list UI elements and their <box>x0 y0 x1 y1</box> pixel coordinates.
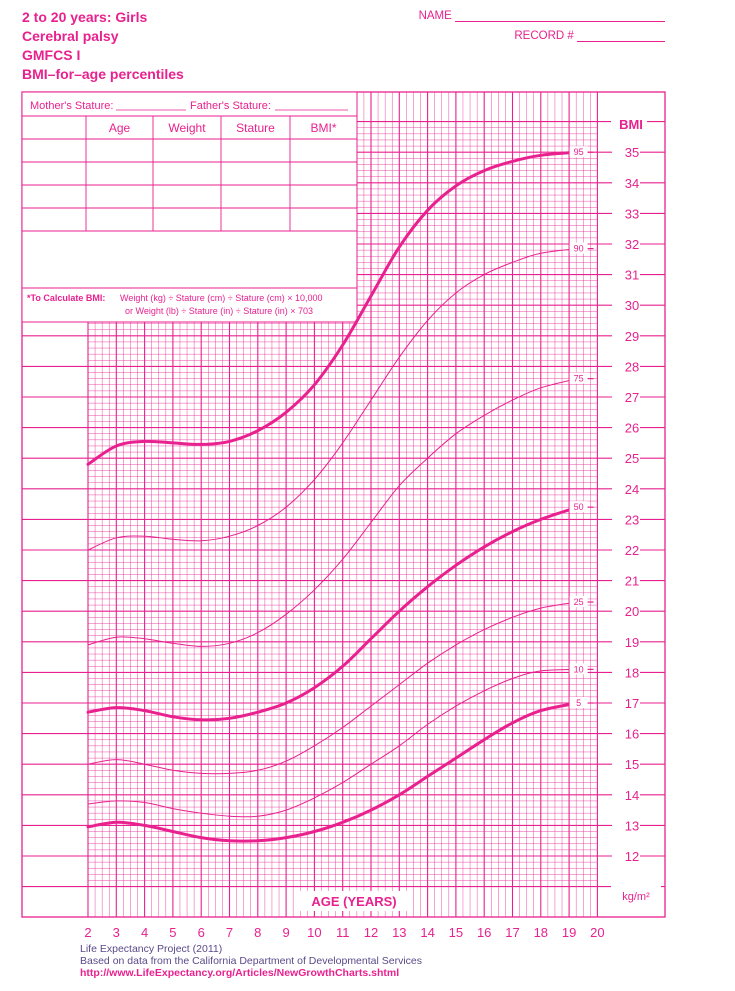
y-tick-label: 34 <box>624 175 640 191</box>
x-tick-label: 20 <box>590 925 605 940</box>
x-tick-label: 13 <box>392 925 407 940</box>
father-stature-label: Father's Stature: <box>190 100 271 112</box>
footer-line-1: Life Expectancy Project (2011) <box>80 943 223 955</box>
x-tick-label: 3 <box>112 925 120 940</box>
record-table <box>22 92 357 322</box>
y-tick-label: 29 <box>624 328 640 344</box>
y-tick-label: 25 <box>624 451 640 467</box>
y-tick-label: 22 <box>624 543 640 558</box>
title-line-1: 2 to 20 years: Girls <box>22 9 148 25</box>
y-tick-label: 20 <box>624 604 640 620</box>
y-tick-label: 21 <box>624 573 640 589</box>
y-tick-label: 14 <box>624 787 640 803</box>
x-tick-label: 2 <box>84 925 92 940</box>
percentile-curve-75 <box>88 379 578 647</box>
y-tick-label: 30 <box>624 298 640 314</box>
y-tick-label: 19 <box>624 634 640 650</box>
percentile-curve-5 <box>88 703 578 841</box>
bmi-note-label: *To Calculate BMI: <box>27 293 106 303</box>
y-unit-label: kg/m² <box>622 891 650 903</box>
x-axis-label: AGE (YEARS) <box>311 894 397 909</box>
x-tick-label: 6 <box>197 925 205 940</box>
percentile-label-25: 25 <box>573 597 584 608</box>
mother-stature-label: Mother's Stature: <box>30 100 114 112</box>
x-tick-label: 9 <box>282 925 290 940</box>
table-header-stature: Stature <box>236 121 275 135</box>
x-tick-label: 5 <box>169 925 177 940</box>
percentile-label-10: 10 <box>573 664 584 675</box>
title-line-4: BMI–for–age percentiles <box>22 66 184 82</box>
x-tick-label: 14 <box>420 925 435 940</box>
table-header-age: Age <box>108 121 131 135</box>
y-tick-label: 24 <box>624 481 640 497</box>
y-tick-label: 27 <box>624 390 640 405</box>
y-tick-label: 16 <box>624 726 640 742</box>
y-tick-label: 15 <box>624 757 640 773</box>
bmi-note-line-1: Weight (kg) ÷ Stature (cm) ÷ Stature (cm) × 10,000 <box>120 293 323 303</box>
y-tick-label: 28 <box>624 359 640 375</box>
x-tick-label: 19 <box>561 925 577 940</box>
title-line-2: Cerebral palsy <box>22 28 119 44</box>
y-tick-label: 13 <box>624 818 640 834</box>
x-tick-label: 11 <box>335 925 350 940</box>
footer <box>80 943 422 979</box>
y-tick-label: 35 <box>624 145 640 161</box>
y-tick-label: 32 <box>624 237 640 252</box>
x-tick-label: 17 <box>505 925 520 940</box>
footer-line-2: Based on data from the California Department of Developmental Services <box>80 955 423 967</box>
y-tick-label: 31 <box>624 267 640 283</box>
y-tick-label: 18 <box>624 665 640 681</box>
percentile-curve-50 <box>88 507 578 720</box>
title-line-3: GMFCS I <box>22 47 81 63</box>
percentile-label-75: 75 <box>573 373 584 384</box>
y-axis <box>611 114 661 907</box>
x-tick-label: 12 <box>363 925 379 940</box>
bmi-note-line-2: or Weight (lb) ÷ Stature (in) ÷ Stature (in) × 703 <box>125 306 314 316</box>
y-tick-label: 23 <box>624 512 640 528</box>
table-header-weight: Weight <box>168 121 206 135</box>
y-tick-label: 26 <box>624 420 640 436</box>
x-tick-label: 16 <box>476 925 492 940</box>
y-axis-label: BMI <box>619 117 643 132</box>
percentile-label-90: 90 <box>573 243 584 254</box>
footer-url[interactable]: http://www.LifeExpectancy.org/Articles/NewGrowthCharts.shtml <box>80 967 400 979</box>
percentile-label-95: 95 <box>573 147 584 158</box>
record-label: RECORD # <box>514 30 574 42</box>
x-tick-label: 8 <box>254 925 262 940</box>
x-tick-label: 4 <box>140 925 149 940</box>
percentile-curve-25 <box>88 602 578 774</box>
name-label: NAME <box>418 10 452 22</box>
x-tick-label: 15 <box>448 925 464 940</box>
y-tick-label: 12 <box>624 849 640 864</box>
table-header-bmi: BMI* <box>310 121 337 135</box>
x-tick-label: 18 <box>533 925 549 940</box>
x-tick-label: 7 <box>225 925 234 940</box>
percentile-label-50: 50 <box>573 502 584 513</box>
x-tick-label: 10 <box>307 925 322 940</box>
percentile-label-5: 5 <box>576 698 582 708</box>
y-tick-label: 17 <box>624 696 640 711</box>
y-tick-label: 33 <box>624 206 640 222</box>
